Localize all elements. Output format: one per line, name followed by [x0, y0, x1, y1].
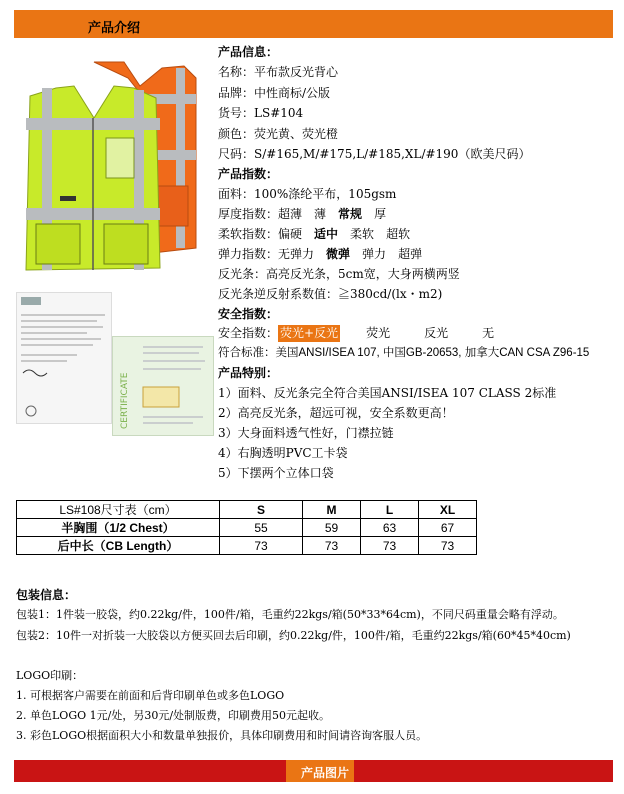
feature-item: 5）下摆两个立体口袋	[218, 466, 334, 480]
features-heading: 产品特别：	[218, 366, 279, 380]
softness-option: 柔软	[350, 227, 375, 241]
elastic-option: 弹力	[362, 247, 387, 261]
safety-heading: 安全指数：	[218, 307, 279, 321]
size-table	[16, 500, 477, 555]
safety-option: 荧光	[366, 326, 391, 340]
thickness-row	[218, 206, 398, 223]
size-table-header: S	[220, 501, 303, 519]
softness-label: 柔软指数：	[218, 227, 279, 241]
table-row	[17, 519, 477, 537]
softness-row	[218, 226, 422, 243]
table-cell: 55	[220, 519, 303, 537]
packing-line: 包装2：10件一对折装一大胶袋以方便买回去后印刷，约0.22kg/件，100件/箱，毛重约22kgs/箱(60*45*40cm)	[16, 629, 571, 642]
product-size: 尺码：S/#165,M/#175,L/#185,XL/#190（欧美尺码）	[218, 147, 531, 161]
certificate-watermark: CERTIFICATE	[120, 372, 130, 429]
footer-banner	[14, 760, 613, 782]
thickness-option: 厚	[374, 207, 387, 221]
vest-product-image	[16, 58, 212, 278]
feature-item: 2）高亮反光条，超远可视，安全系数更高！	[218, 406, 454, 420]
safety-option: 无	[482, 326, 495, 340]
size-table-header-row	[17, 501, 477, 519]
safety-option: 反光	[424, 326, 449, 340]
table-row	[17, 537, 477, 555]
size-table-header: LS#108尺寸表（cm）	[17, 501, 220, 519]
feature-item: 4）右胸透明PVC工卡袋	[218, 446, 348, 460]
logo-item: 3. 彩色LOGO根据面积大小和数量单独报价，具体印刷费用和时间请咨询客服人员。	[16, 729, 428, 742]
logo-item: 1. 可根据客户需要在前面和后背印刷单色或多色LOGO	[16, 689, 285, 702]
oeko-certificate-image	[112, 336, 214, 436]
feature-item: 1）面料、反光条完全符合美国ANSI/ISEA 107 CLASS 2标准	[218, 386, 557, 400]
elastic-option: 超弹	[398, 247, 423, 261]
table-cell: 73	[361, 537, 419, 555]
size-table-header: L	[361, 501, 419, 519]
elastic-row	[218, 246, 434, 263]
thickness-option-selected: 常规	[338, 207, 363, 221]
size-table-header: XL	[419, 501, 477, 519]
elastic-option: 无弹力	[278, 247, 315, 261]
packing-heading: 包装信息：	[16, 588, 77, 602]
sgs-report-image	[16, 292, 112, 424]
safety-row	[218, 325, 506, 342]
safety-label: 安全指数：	[218, 326, 279, 340]
softness-option: 偏硬	[278, 227, 303, 241]
thickness-label: 厚度指数：	[218, 207, 279, 221]
product-item-no: 货号：LS#104	[218, 106, 304, 120]
compliance-standard: 符合标准：美国ANSI/ISEA 107, 中国GB-20653, 加拿大CAN CSA Z96-15	[218, 347, 590, 359]
thickness-option: 薄	[314, 207, 327, 221]
table-cell: 后中长（CB Length）	[17, 537, 220, 555]
softness-option: 超软	[386, 227, 411, 241]
thickness-option: 超薄	[278, 207, 303, 221]
header-banner	[14, 10, 613, 38]
reflect-coefficient: 反光条逆反射系数值：≧380cd/(lx・m2)	[218, 287, 443, 301]
elastic-label: 弹力指数：	[218, 247, 279, 261]
packing-line: 包装1：1件装一胶袋，约0.22kg/件，100件/箱，毛重约22kgs/箱(50*33*64cm)，不同尺码重量会略有浮动。	[16, 608, 564, 621]
size-table-header: M	[303, 501, 361, 519]
product-name: 名称：平布款反光背心	[218, 65, 339, 79]
table-cell: 59	[303, 519, 361, 537]
header-title: 产品介绍	[88, 21, 141, 36]
safety-option-selected: 荧光+反光	[280, 326, 339, 340]
feature-item: 3）大身面料透气性好，门襟拉链	[218, 426, 394, 440]
product-color: 颜色：荧光黄、荧光橙	[218, 127, 339, 141]
table-cell: 73	[220, 537, 303, 555]
product-brand: 品牌：中性商标/公版	[218, 86, 331, 100]
table-cell: 67	[419, 519, 477, 537]
softness-option-selected: 适中	[314, 227, 339, 241]
table-cell: 73	[303, 537, 361, 555]
logo-heading: LOGO印刷：	[16, 669, 84, 682]
elastic-option-selected: 微弹	[326, 247, 351, 261]
table-cell: 73	[419, 537, 477, 555]
yellow-vest-icon	[26, 86, 160, 270]
table-cell: 半胸围（1/2 Chest）	[17, 519, 220, 537]
product-info-heading: 产品信息：	[218, 45, 279, 59]
footer-title: 产品图片	[301, 766, 350, 780]
reflective-strip: 反光条：高亮反光条，5cm宽，大身两横两竖	[218, 267, 460, 281]
index-heading: 产品指数：	[218, 167, 279, 181]
table-cell: 63	[361, 519, 419, 537]
logo-item: 2. 单色LOGO 1元/处，另30元/处制版费，印刷费用50元起收。	[16, 709, 331, 722]
product-fabric: 面料：100%涤纶平布，105gsm	[218, 187, 397, 201]
